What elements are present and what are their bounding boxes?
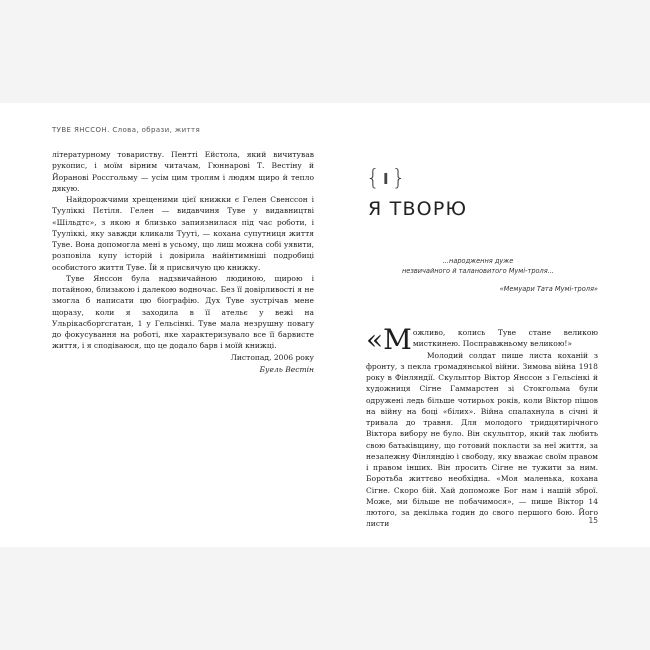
open-quote: « — [366, 323, 384, 356]
right-paragraph-1 — [366, 323, 598, 356]
date-text: Листопад, 2006 року — [230, 353, 314, 362]
left-paragraph-2: Найдорожчими хрещеними цієї книжки є Гелен Свенссон і Тууліккі Пєтіля. Гелен — видавчиня Туве у видавництві «Шільдтс», з якою я близько запиязнилася під час роботи, і Тууліккі, яку завжди кликали Тууті, — кохана супутниця життя Туве. Вона допомогла мені в усьому, що лиш можна собі уявити, розповіла купу історій і довірила найінтимніші подробиці особистого життя Туве. Їй я присвячую цю книжку. — [52, 195, 314, 272]
right-paragraph-1-text: ожливо, колись Туве стане великою мисткинею. Посправжньому великою!» — [412, 328, 598, 349]
chapter-title: Я ТВОРЮ — [368, 198, 468, 220]
dateline — [231, 352, 314, 376]
left-page-text — [52, 149, 314, 352]
left-paragraph-3: Туве Янссон була надзвичайною людиною, щирою і потайною, близькою і далекою водночас. Без її довірливості я не змогла б написати цю біографію. Дух Туве зустрічав мене щоразу, коли я заходила в її ательє у вежі на Ульрікасборгсгатан, 1 у Гельсінкі. Туве мала незрушну повагу до фокусування на роботі, яке характеризувало все її барвисте життя, і я сподіваюся, що це додало барв і моїй книжці. — [52, 273, 314, 351]
running-head: ТУВЕ ЯНССОН. Слова, образи, життя — [52, 126, 201, 134]
epigraph-line-2: незвичайного й талановитого Мумі-троля... — [401, 267, 555, 275]
right-page-text — [366, 323, 598, 530]
right-paragraph-2: Молодий солдат пише листа коханій з фронту, з пекла громадянської війни. Зимова війна 1918 року в Фінляндії. Скульптор Віктор Янссон з Гельсінкі й художниця Сігне Гаммарстен зі Стокгольма були одружені ледь більше чотирьох років, коли Віктор пішов на війну на боці «білих». Війна спалахнула в січні й тривала до травня. Для молодого тридцятирічного Віктора вибору не було. Він скульптор, який так любить свою батьківщину, що готовий покласти за неї життя, за незалежну Фінляндію і свободу, яку вважає своїм правом і правом інших. Він просить Сігне не тужити за ним. Боротьба життєво необхідна. «Моя маленька, кохана Сігне. Скоро бій. Хай допоможе Бог нам і нашій зброї. Може, ми більше не побачимося», — пише Віктор 14 лютого, за декілька годин до свого першого бою. Його листи — [366, 350, 598, 529]
page-number: 15 — [588, 516, 598, 525]
close-brace: } — [391, 166, 406, 191]
epigraph-line-1: ...народження дуже — [442, 257, 514, 265]
chapter-number — [366, 166, 406, 191]
drop-cap-letter: М — [383, 323, 412, 356]
epigraph — [358, 256, 598, 294]
left-paragraph-1: літературному товариству. Пентті Ейстола, який вичитував рукопис, і моїм вірним читачам, Гюннарові Т. Вестіну й Йоранові Россгольму — усім цим тролям і людям щиро й тепло дякую. — [52, 150, 314, 193]
drop-cap — [366, 323, 412, 356]
open-brace: { — [366, 166, 380, 191]
author-signature: Буель Вестін — [259, 365, 314, 374]
epigraph-source: «Мемуари Тата Мумі-троля» — [499, 285, 598, 293]
chapter-numeral: I — [383, 169, 389, 188]
